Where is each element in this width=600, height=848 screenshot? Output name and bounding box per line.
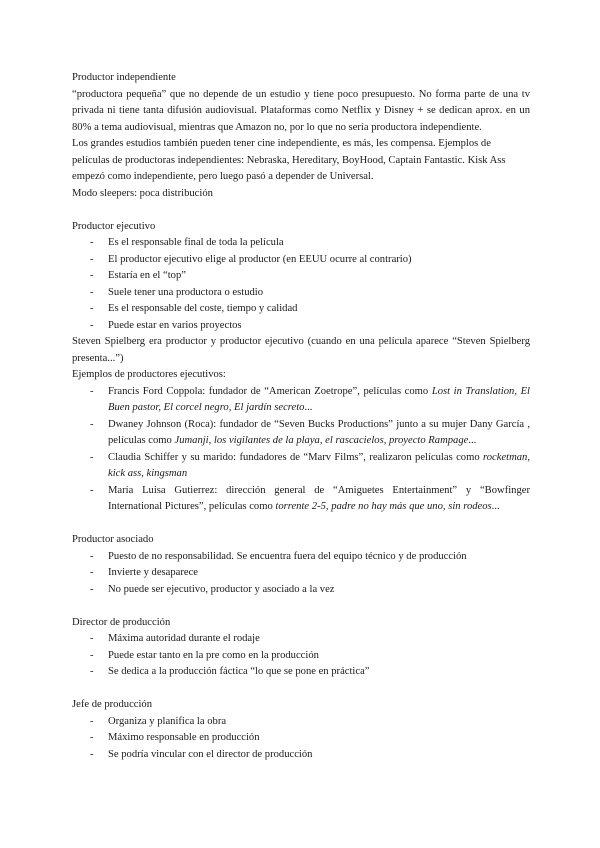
list-item: - Invierte y desaparece xyxy=(72,565,530,582)
list-item xyxy=(72,450,530,483)
example-text: Dwaney Johnson (Roca): fundador de “Seven Bucks Productions” junto a su mujer Dany García , películas como xyxy=(108,418,530,446)
document-content xyxy=(72,70,530,763)
example-text: Francis Ford Coppola: fundador de “American Zoetrope”, películas como xyxy=(108,385,432,397)
film-titles: Jumanji, los vigilantes de la playa, el rascacielos, proyecto Rampage xyxy=(174,435,469,446)
film-titles: Lost in Translation, El Buen pastor, El corcel negro, El jardín secreto xyxy=(108,385,530,413)
bullet-list xyxy=(72,631,530,681)
heading-productor-ejecutivo: Productor ejecutivo xyxy=(72,220,156,232)
list-item: - No puede ser ejecutivo, productor y asociado a la vez xyxy=(72,582,530,599)
list-item: - Máximo responsable en producción xyxy=(72,730,530,747)
ellipsis: ... xyxy=(468,435,477,446)
list-item: - Estaría en el “top” xyxy=(72,268,530,285)
example-text: María Luisa Gutierrez: dirección general de “Amiguetes Entertainment” y “Bowfinger International Pictures”, películas como xyxy=(108,484,530,512)
bullet-list xyxy=(72,235,530,334)
examples-list xyxy=(72,384,530,516)
list-item: - Se podría vincular con el director de producción xyxy=(72,747,530,764)
bullet-list xyxy=(72,714,530,764)
paragraph: Modo sleepers: poca distribución xyxy=(72,187,213,199)
film-titles: torrente 2-5, padre no hay más que uno, sin rodeos xyxy=(275,501,492,512)
bullet-list xyxy=(72,549,530,599)
film-titles: rocketman, kick ass, kingsman xyxy=(108,451,530,479)
list-item: - Se dedica a la producción fáctica “lo que se pone en práctica” xyxy=(72,664,530,681)
heading-director-de-produccion: Director de producción xyxy=(72,616,171,628)
heading-productor-asociado: Productor asociado xyxy=(72,534,154,545)
list-item: - Suele tener una productora o estudio xyxy=(72,285,530,302)
list-item: - Puede estar tanto en la pre como en la producción xyxy=(72,648,530,665)
paragraph: Los grandes estudios también pueden tener cine independiente, es más, les compensa. Ejemplos de películas de productoras independientes: Nebraska, Hereditary, BoyHood, Captain Fantastic. Kisk Ass empezó como independiente, pero luego pasó a depender de Universal. xyxy=(72,138,506,182)
list-item xyxy=(72,483,530,516)
list-item: - Puede estar en varios proyectos xyxy=(72,318,530,335)
ellipsis: ... xyxy=(491,501,500,512)
heading-productor-independiente: Productor independiente xyxy=(72,72,176,83)
paragraph: “productora pequeña” que no depende de un estudio y tiene poco presupuesto. No forma parte de una tv privada ni tiene tanta difusión audiovisual. Plataformas como Netflix y Disney + se dedican aprox. en un 80% a tema audiovisual, mientras que Amazon no, por lo que no sería productora independiente. xyxy=(72,88,530,133)
list-item: - Es el responsable final de toda la película xyxy=(72,235,530,252)
ellipsis: ... xyxy=(304,402,313,413)
heading-jefe-de-produccion: Jefe de producción xyxy=(72,699,153,710)
list-item xyxy=(72,384,530,417)
example-text: Claudia Schiffer y su marido: fundadores de “Marv Films”, realizaron películas como xyxy=(108,451,484,463)
paragraph: Steven Spielberg era productor y productor ejecutivo (cuando en una película aparece “Steven Spielberg presenta...”) xyxy=(72,336,530,364)
list-item: - El productor ejecutivo elige al productor (en EEUU ocurre al contrario) xyxy=(72,252,530,269)
list-item: - Máxima autoridad durante el rodaje xyxy=(72,631,530,648)
list-item: - Puesto de no responsabilidad. Se encuentra fuera del equipo técnico y de producción xyxy=(72,549,530,566)
list-item: - Es el responsable del coste, tiempo y calidad xyxy=(72,301,530,318)
list-item xyxy=(72,417,530,450)
list-item: - Organiza y planifica la obra xyxy=(72,714,530,731)
paragraph: Ejemplos de productores ejecutivos: xyxy=(72,369,226,380)
